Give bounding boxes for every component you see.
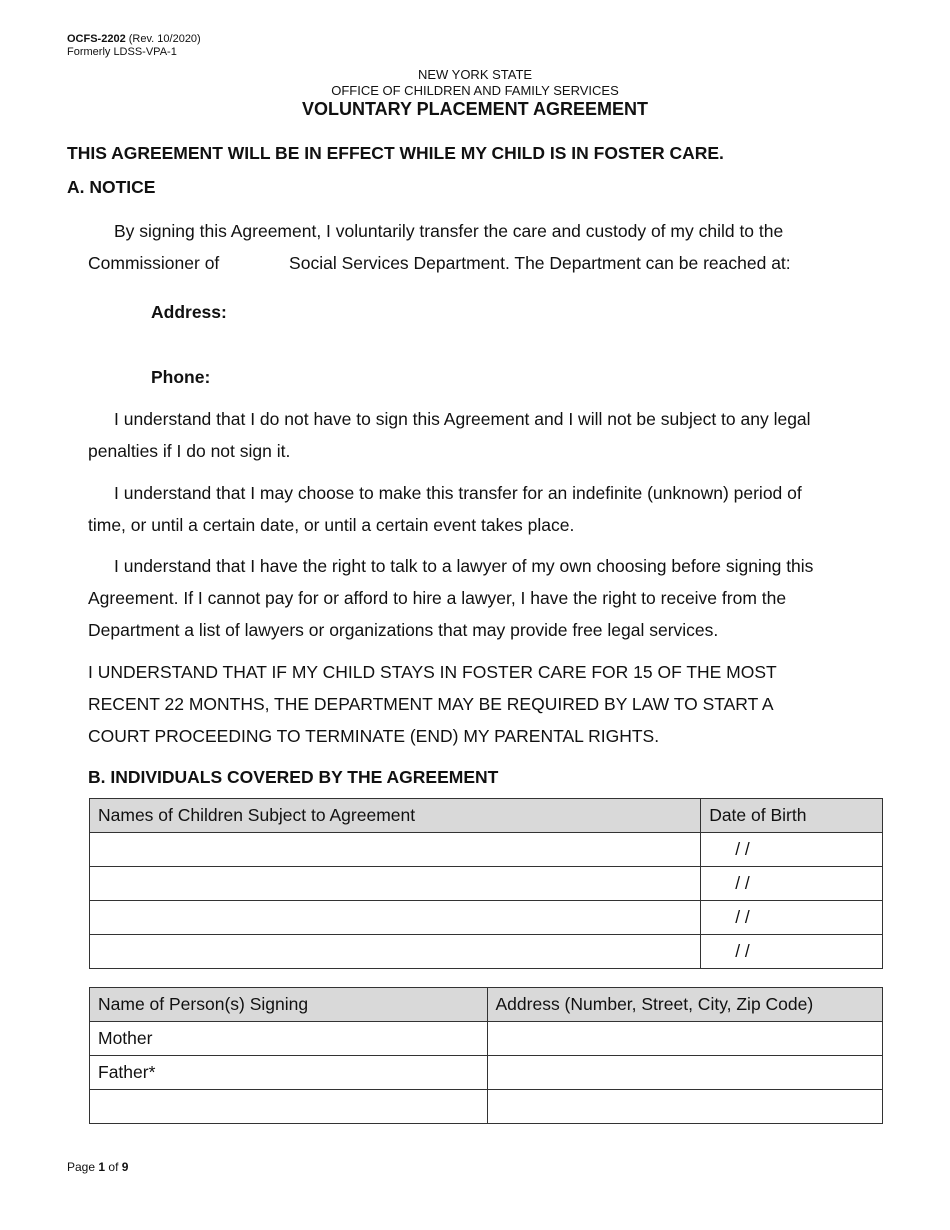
department-address-field[interactable] bbox=[240, 300, 840, 324]
effect-statement: THIS AGREEMENT WILL BE IN EFFECT WHILE MY CHILD IS IN FOSTER CARE. bbox=[67, 143, 724, 163]
child-name-field[interactable] bbox=[90, 867, 701, 901]
document-title: VOLUNTARY PLACEMENT AGREEMENT bbox=[301, 99, 648, 119]
form-revision: (Rev. 10/2020) bbox=[128, 33, 201, 45]
child-dob-field[interactable]: / / bbox=[701, 833, 883, 867]
phone-label: Phone: bbox=[151, 367, 211, 387]
notice-intro-line2 bbox=[88, 247, 868, 279]
notice-paragraph-2 bbox=[88, 477, 868, 541]
child-dob-field[interactable]: / / bbox=[701, 901, 883, 935]
children-dob-header: Date of Birth bbox=[701, 799, 883, 833]
header-office: OFFICE OF CHILDREN AND FAMILY SERVICES bbox=[331, 83, 619, 98]
father-name-field[interactable]: Father* bbox=[90, 1056, 488, 1090]
notice-caps-warning bbox=[88, 656, 868, 752]
notice-intro bbox=[88, 215, 868, 279]
notice-paragraph-1 bbox=[88, 403, 868, 467]
children-table-header bbox=[90, 799, 883, 833]
form-number: OCFS-2202 bbox=[67, 33, 126, 45]
caps-line2: RECENT 22 MONTHS, THE DEPARTMENT MAY BE REQUIRED BY LAW TO START A bbox=[88, 694, 774, 714]
child-name-field[interactable] bbox=[90, 901, 701, 935]
department-phone-field[interactable] bbox=[225, 365, 525, 389]
section-b-heading: B. INDIVIDUALS COVERED BY THE AGREEMENT bbox=[88, 767, 499, 787]
table-row bbox=[90, 867, 883, 901]
notice-intro-line1: By signing this Agreement, I voluntarily transfer the care and custody of my child to the bbox=[114, 221, 784, 241]
child-name-field[interactable] bbox=[90, 935, 701, 969]
para3-line1: I understand that I have the right to talk to a lawyer of my own choosing before signing this bbox=[114, 556, 814, 576]
child-dob-field[interactable]: / / bbox=[701, 867, 883, 901]
other-signer-name-field[interactable] bbox=[90, 1090, 488, 1124]
signers-table-header bbox=[90, 988, 883, 1022]
form-formerly: Formerly LDSS-VPA-1 bbox=[67, 46, 177, 58]
table-row bbox=[90, 901, 883, 935]
signer-address-header: Address (Number, Street, City, Zip Code) bbox=[487, 988, 883, 1022]
child-name-field[interactable] bbox=[90, 833, 701, 867]
para1-line2: penalties if I do not sign it. bbox=[88, 441, 291, 461]
table-row bbox=[90, 935, 883, 969]
notice-paragraph-3 bbox=[88, 550, 868, 646]
mother-address-field[interactable] bbox=[487, 1022, 883, 1056]
department-text: Social Services Department. The Department can be reached at: bbox=[289, 253, 791, 273]
table-row bbox=[90, 1022, 883, 1056]
header-state: NEW YORK STATE bbox=[417, 67, 533, 82]
document-header bbox=[0, 67, 950, 119]
para3-line2: Agreement. If I cannot pay for or afford to hire a lawyer, I have the right to receive from the bbox=[88, 588, 787, 608]
commissioner-label: Commissioner of bbox=[88, 253, 220, 273]
para2-line2: time, or until a certain date, or until a certain event takes place. bbox=[88, 515, 575, 535]
section-a-heading: A. NOTICE bbox=[67, 177, 156, 197]
table-row bbox=[90, 833, 883, 867]
other-signer-address-field[interactable] bbox=[487, 1090, 883, 1124]
caps-line3: COURT PROCEEDING TO TERMINATE (END) MY PARENTAL RIGHTS. bbox=[88, 726, 660, 746]
page-number: Page 1 of 9 bbox=[67, 1160, 129, 1174]
child-dob-field[interactable]: / / bbox=[701, 935, 883, 969]
caps-line1: I UNDERSTAND THAT IF MY CHILD STAYS IN FOSTER CARE FOR 15 OF THE MOST bbox=[88, 662, 777, 682]
signer-name-header: Name of Person(s) Signing bbox=[90, 988, 488, 1022]
table-row bbox=[90, 1090, 883, 1124]
address-label: Address: bbox=[151, 302, 227, 322]
children-table bbox=[89, 798, 883, 969]
children-name-header: Names of Children Subject to Agreement bbox=[90, 799, 701, 833]
para3-line3: Department a list of lawyers or organizations that may provide free legal services. bbox=[88, 620, 719, 640]
para2-line1: I understand that I may choose to make this transfer for an indefinite (unknown) period of bbox=[114, 483, 802, 503]
mother-name-field[interactable]: Mother bbox=[90, 1022, 488, 1056]
para1-line1: I understand that I do not have to sign this Agreement and I will not be subject to any legal bbox=[114, 409, 811, 429]
table-row bbox=[90, 1056, 883, 1090]
father-address-field[interactable] bbox=[487, 1056, 883, 1090]
form-identifier bbox=[67, 33, 201, 59]
signers-table bbox=[89, 987, 883, 1124]
